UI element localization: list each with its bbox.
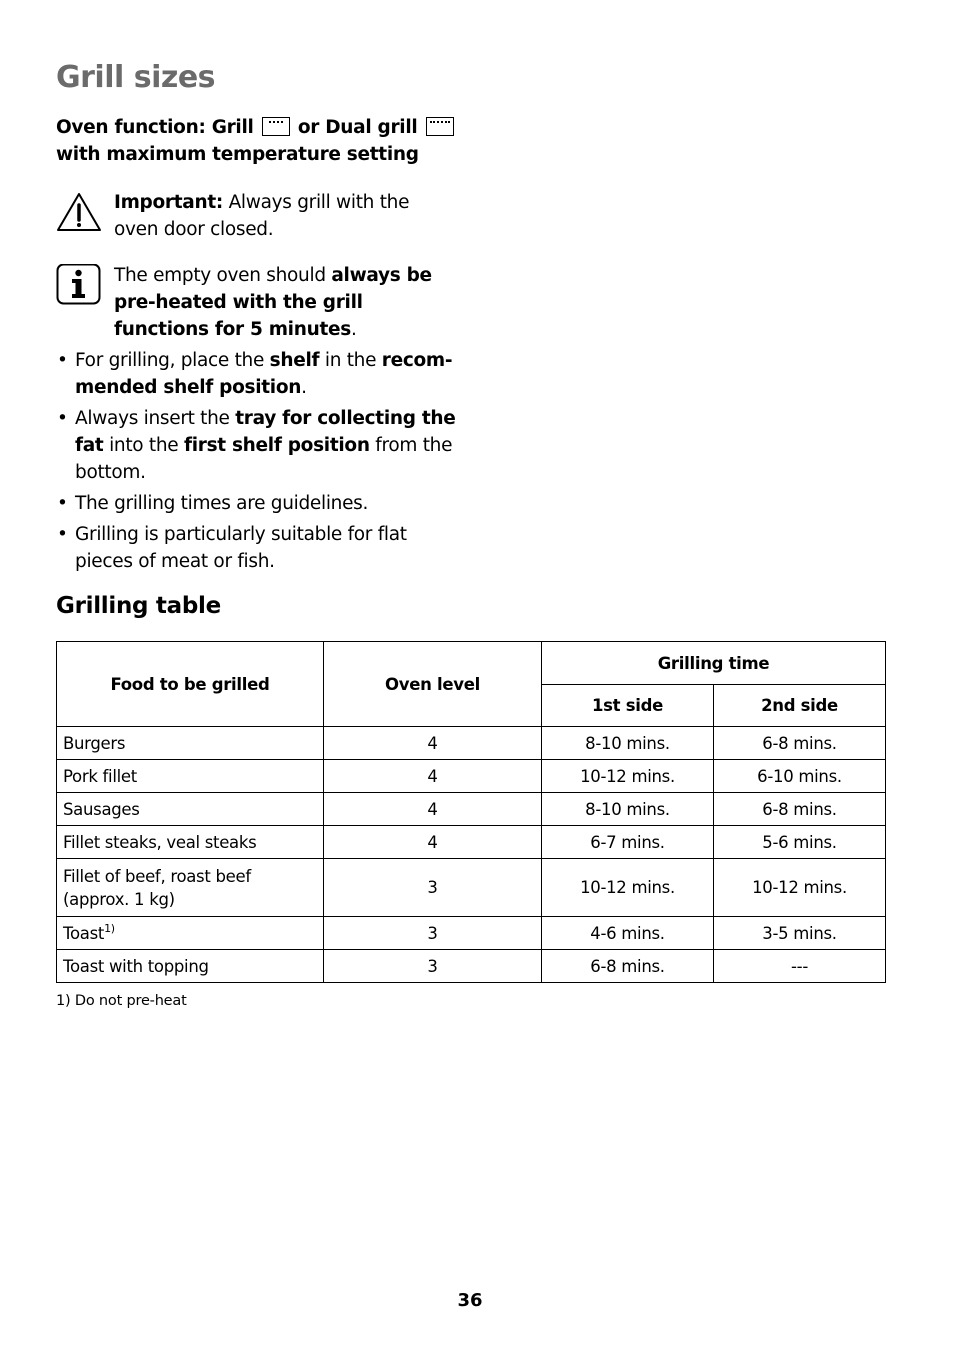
cell-level: 4 — [324, 793, 542, 826]
cell-level: 4 — [324, 727, 542, 760]
bullet-text: Grilling is particularly suitable for flat pieces of meat or fish. — [75, 524, 407, 572]
cell-first-side: 6-8 mins. — [542, 950, 714, 983]
bullet-text: The grilling times are guidelines. — [75, 493, 369, 514]
cell-first-side: 4-6 mins. — [542, 917, 714, 950]
cell-food: Burgers — [57, 727, 324, 760]
cell-first-side: 6-7 mins. — [542, 826, 714, 859]
header-second-side: 2nd side — [714, 685, 886, 727]
dual-grill-symbol-icon — [426, 117, 454, 136]
cell-food: Fillet of beef, roast beef (approx. 1 kg) — [57, 859, 324, 917]
info-text-end: . — [350, 319, 357, 340]
important-label: Important: — [114, 192, 223, 213]
info-text-start: The empty oven should — [114, 265, 326, 286]
header-food: Food to be grilled — [57, 642, 324, 727]
bullet-text: from the bottom. — [75, 435, 453, 483]
list-item — [56, 521, 456, 575]
cell-level: 3 — [324, 859, 542, 917]
important-text: Always grill with the oven door closed. — [114, 192, 410, 240]
bullet-text: Always insert the — [75, 408, 230, 429]
table-footnote: 1) Do not pre-heat — [56, 993, 187, 1009]
cell-food — [57, 917, 324, 950]
cell-first-side: 8-10 mins. — [542, 793, 714, 826]
cell-second-side: 3-5 mins. — [714, 917, 886, 950]
header-oven-level: Oven level — [324, 642, 542, 727]
cell-first-side: 8-10 mins. — [542, 727, 714, 760]
header-grilling-time: Grilling time — [542, 642, 886, 685]
bullet-emphasis: first shelf position — [183, 435, 370, 456]
bullet-text: into the — [109, 435, 179, 456]
cell-second-side: 6-8 mins. — [714, 793, 886, 826]
cell-second-side: 6-8 mins. — [714, 727, 886, 760]
cell-food-text: Toast — [63, 923, 105, 943]
page-title: Grill sizes — [56, 60, 216, 95]
important-note — [56, 189, 456, 243]
info-note — [56, 262, 456, 343]
grilling-table — [56, 641, 886, 983]
table-row — [57, 950, 886, 983]
list-item — [56, 405, 456, 486]
cell-food: Fillet steaks, veal steaks — [57, 826, 324, 859]
info-icon — [56, 264, 102, 314]
table-row — [57, 917, 886, 950]
cell-level: 4 — [324, 826, 542, 859]
bullet-text: in the — [324, 350, 377, 371]
oven-function-label: Oven function: Grill — [56, 117, 254, 138]
warning-triangle-icon — [56, 191, 102, 241]
bullet-text: . — [301, 377, 307, 398]
table-row — [57, 859, 886, 917]
cell-second-side: 10-12 mins. — [714, 859, 886, 917]
page-number: 36 — [457, 1290, 483, 1311]
cell-level: 3 — [324, 950, 542, 983]
temperature-setting-label: with maximum temperature setting — [56, 144, 419, 165]
table-row — [57, 760, 886, 793]
cell-first-side: 10-12 mins. — [542, 859, 714, 917]
list-item — [56, 347, 456, 401]
oven-function-heading — [56, 114, 476, 168]
bullet-emphasis: shelf — [269, 350, 320, 371]
cell-level: 3 — [324, 917, 542, 950]
grill-symbol-icon — [262, 117, 290, 136]
list-item — [56, 490, 456, 517]
cell-level: 4 — [324, 760, 542, 793]
cell-food: Pork fillet — [57, 760, 324, 793]
bullet-emphasis: tray for collecting the fat — [75, 408, 456, 456]
dual-grill-label: or Dual grill — [297, 117, 418, 138]
grilling-table-title: Grilling table — [56, 593, 221, 619]
instruction-list — [56, 347, 456, 579]
bullet-emphasis: recom-mended shelf position — [75, 350, 453, 398]
cell-first-side: 10-12 mins. — [542, 760, 714, 793]
cell-second-side: --- — [714, 950, 886, 983]
cell-second-side: 6-10 mins. — [714, 760, 886, 793]
info-text-emphasis: always be pre-heated with the grill functions for 5 minutes — [114, 265, 432, 340]
cell-second-side: 5-6 mins. — [714, 826, 886, 859]
footnote-marker: 1) — [104, 921, 115, 935]
table-row — [57, 793, 886, 826]
cell-food: Toast with topping — [57, 950, 324, 983]
cell-food: Sausages — [57, 793, 324, 826]
table-row — [57, 826, 886, 859]
table-row — [57, 727, 886, 760]
header-first-side: 1st side — [542, 685, 714, 727]
bullet-text: For grilling, place the — [75, 350, 265, 371]
